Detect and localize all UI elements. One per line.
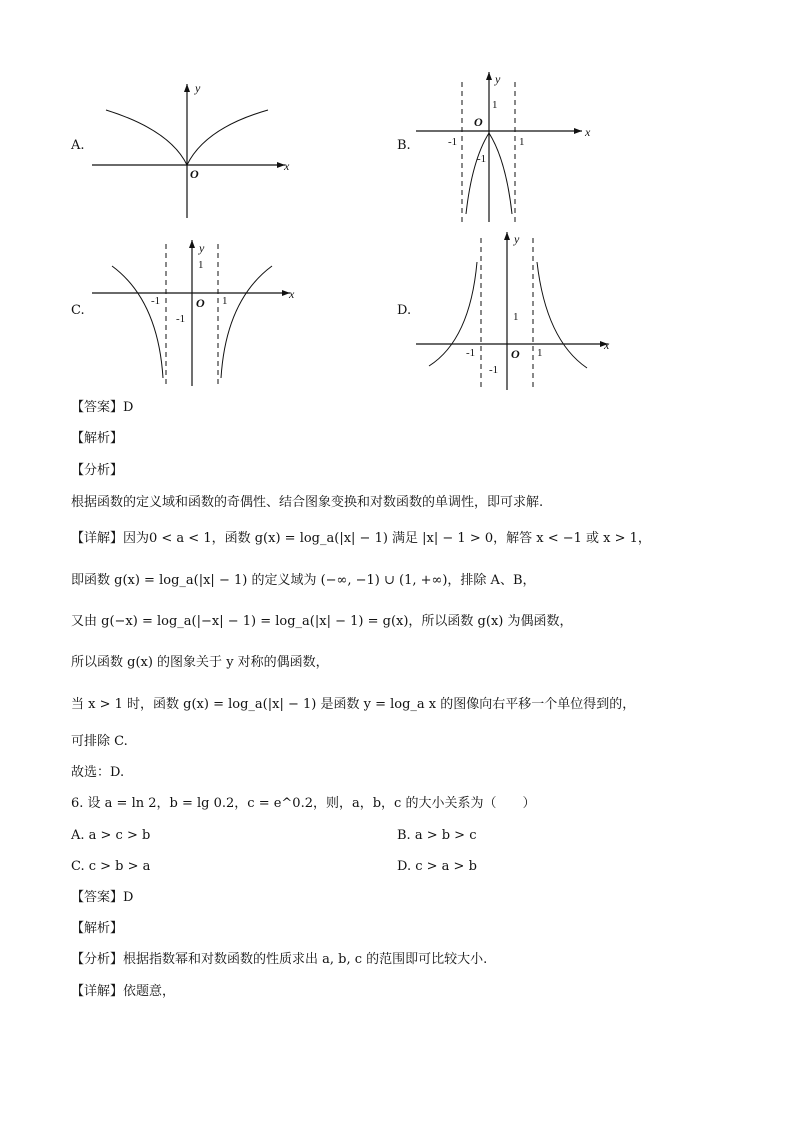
graph-c-tick-neg1-y: -1 xyxy=(176,313,186,325)
graph-c-x-label: x xyxy=(289,287,295,301)
q6-option-d: D. c > a > b xyxy=(397,859,477,874)
q6-stem: 6. 设 a = ln 2，b = lg 0.2，c = e^0.2，则，a，b，c 的大小关系为（ ） xyxy=(71,796,536,811)
q5-detail-3: 又由 g(−x) = log_a(|−x| − 1) = log_a(|x| − 1) = g(x)，所以函数 g(x) 为偶函数， xyxy=(71,614,573,629)
q5-detail-6: 可排除 C. xyxy=(71,734,128,749)
graph-d-x-label: x xyxy=(604,338,610,352)
graph-b-y-label: y xyxy=(495,72,501,86)
graph-a-origin-label: O xyxy=(190,167,199,181)
q5-detail-5: 当 x > 1 时，函数 g(x) = log_a(|x| − 1) 是函数 y = log_a x 的图像向右平移一个单位得到的， xyxy=(71,697,636,712)
q6-detail: 【详解】依题意， xyxy=(71,984,176,999)
graph-c-tick-1-x: 1 xyxy=(222,295,228,307)
graph-d-tick-1-x: 1 xyxy=(537,347,543,359)
graph-b-x-label: x xyxy=(585,125,591,139)
option-b-label: B. xyxy=(397,138,411,153)
q6-option-c: C. c > b > a xyxy=(71,859,151,874)
graph-c-origin-label: O xyxy=(196,296,205,310)
graph-d-right-curve xyxy=(537,262,587,368)
graph-a-y-label: y xyxy=(195,81,201,95)
graph-d-tick-1-y: 1 xyxy=(513,311,519,323)
graph-d-tick-neg1-x: -1 xyxy=(466,347,476,359)
q5-fenxi-heading: 【分析】 xyxy=(71,463,124,478)
option-d-label: D. xyxy=(397,303,412,318)
graph-b-tick-neg1-x: -1 xyxy=(448,136,458,148)
q5-final-choice: 故选：D. xyxy=(71,765,125,780)
graph-b-tick-1-y: 1 xyxy=(492,99,498,111)
option-c-label: C. xyxy=(71,303,85,318)
graph-c-tick-neg1-x: -1 xyxy=(151,295,161,307)
q5-detail-1: 【详解】因为0 < a < 1，函数 g(x) = log_a(|x| − 1) 满足 |x| − 1 > 0，解答 x < −1 或 x > 1， xyxy=(71,531,651,546)
graph-d-y-label: y xyxy=(514,232,520,246)
graph-d-tick-neg1-y: -1 xyxy=(489,364,499,376)
graph-b-tick-1-x: 1 xyxy=(519,136,525,148)
graph-c-y-label: y xyxy=(199,241,205,255)
q6-answer: 【答案】D xyxy=(71,890,134,905)
q5-detail-4: 所以函数 g(x) 的图象关于 y 对称的偶函数， xyxy=(71,655,329,670)
q6-analysis-heading: 【解析】 xyxy=(71,921,124,936)
q5-fenxi-text: 根据函数的定义域和函数的奇偶性、结合图象变换和对数函数的单调性，即可求解. xyxy=(71,495,544,510)
graph-b-origin-label: O xyxy=(474,115,483,129)
graph-a-x-label: x xyxy=(284,159,290,173)
q5-answer: 【答案】D xyxy=(71,400,134,415)
q5-analysis-heading: 【解析】 xyxy=(71,431,124,446)
q6-fenxi: 【分析】根据指数幂和对数函数的性质求出 a, b, c 的范围即可比较大小. xyxy=(71,952,488,967)
option-a-label: A. xyxy=(71,138,85,153)
q6-option-a: A. a > c > b xyxy=(71,828,151,843)
graph-d-origin-label: O xyxy=(511,347,520,361)
graph-c-tick-1-y: 1 xyxy=(198,259,204,271)
q5-detail-2: 即函数 g(x) = log_a(|x| − 1) 的定义域为 (−∞, −1) ∪ (1, +∞)，排除 A、B， xyxy=(71,573,536,588)
q6-option-b: B. a > b > c xyxy=(397,828,477,843)
graph-b-tick-neg1-y: -1 xyxy=(477,153,487,165)
